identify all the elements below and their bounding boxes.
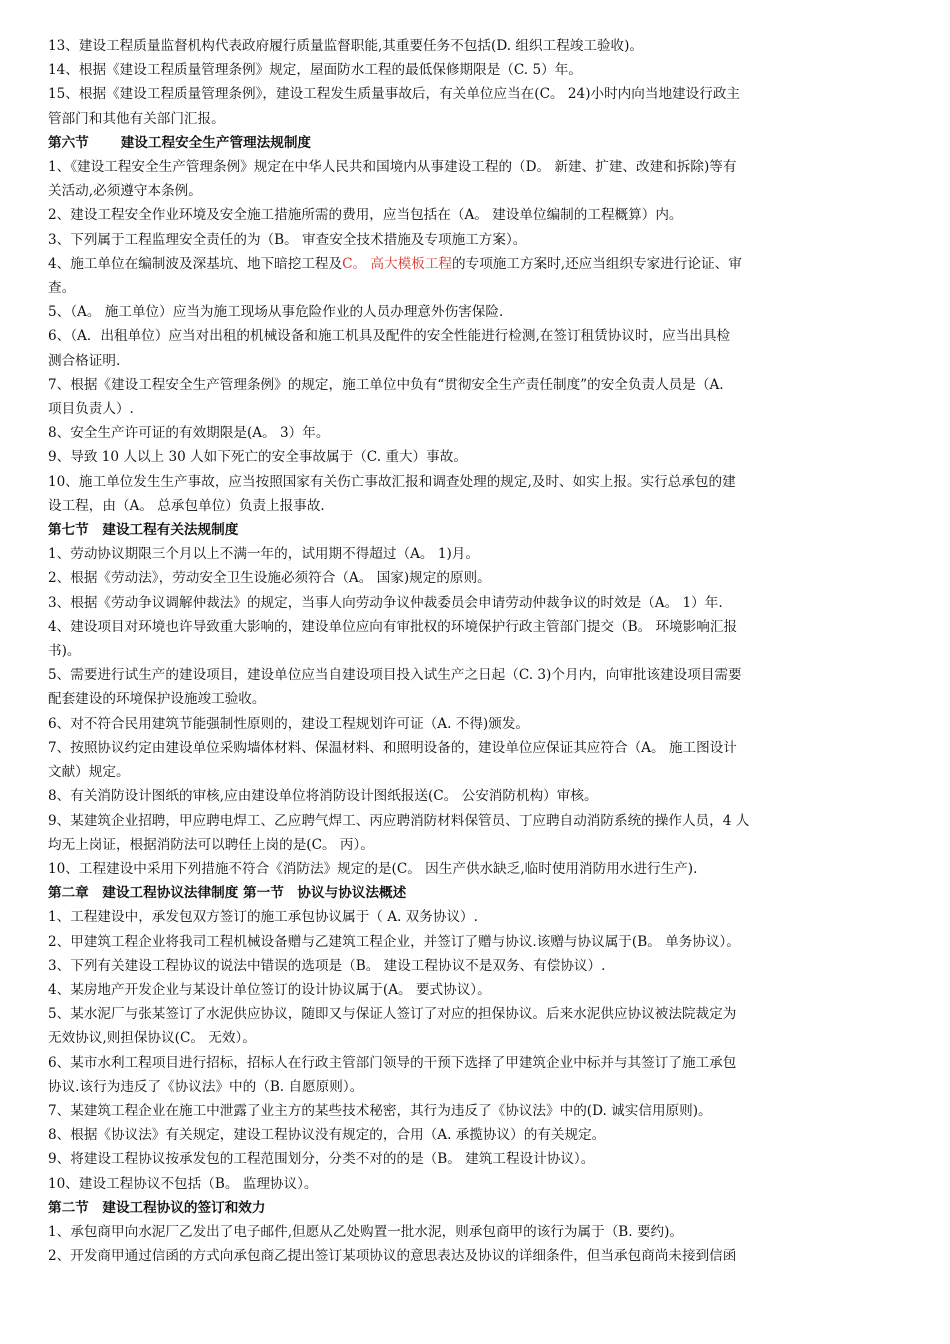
text-line [48, 566, 904, 590]
line-text-continued: 的专项施工方案时,还应当组织专家进行论证、审 [452, 255, 742, 272]
text-line [48, 833, 904, 857]
text-line [48, 179, 904, 203]
text-line [48, 760, 904, 784]
line-text: 管部门和其他有关部门汇报。 [48, 110, 225, 127]
text-line [48, 470, 904, 494]
line-text: 2、根据《劳动法》，劳动安全卫生设施必须符合（A。 国家)规定的原则。 [48, 570, 491, 587]
text-line [48, 591, 904, 615]
text-line [48, 1075, 904, 1099]
line-text: 8、根据《协议法》有关规定，建设工程协议没有规定的，合用（A. 承揽协议）的有关规定。 [48, 1127, 606, 1144]
line-text: 14、根据《建设工程质量管理条例》规定，屋面防水工程的最低保修期限是（C. 5）年。 [48, 62, 582, 79]
section-heading [48, 131, 904, 155]
section-heading [48, 518, 904, 542]
line-text: 查。 [48, 280, 76, 297]
text-line [48, 107, 904, 131]
line-text: 测合格证明. [48, 352, 121, 369]
line-text: 5、需要进行试生产的建设项目，建设单位应当自建设项目投入试生产之日起（C. 3)个月内，向审批该建设项目需要 [48, 667, 742, 684]
line-text: 9、将建设工程协议按承发包的工程范围划分，分类不对的的是（B。 建筑工程设计协议）。 [48, 1151, 595, 1168]
line-text: 5、（A。 施工单位）应当为施工现场从事危险作业的人员办理意外伤害保险. [48, 304, 504, 321]
text-line [48, 905, 904, 929]
line-text: 9、某建筑企业招聘，甲应聘电焊工、乙应聘气焊工、丙应聘消防材料保管员、丁应聘自动消防系统的操作人员，4 人 [48, 812, 750, 829]
line-text: 书)。 [48, 643, 81, 660]
line-text: 5、某水泥厂与张某签订了水泥供应协议，随即又与保证人签订了对应的担保协议。后来水泥供应协议被法院裁定为 [48, 1006, 737, 1023]
text-line [48, 978, 904, 1002]
line-text: 2、建设工程安全作业环境及安全施工措施所需的费用，应当包括在（A。 建设单位编制的工程概算）内。 [48, 207, 683, 224]
text-line [48, 542, 904, 566]
line-text: 1、劳动协议期限三个月以上不满一年的，试用期不得超过（A。 1)月。 [48, 546, 479, 563]
line-text: 7、按照协议约定由建设单位采购墙体材料、保温材料、和照明设备的，建设单位应保证其应符合（A。 施工图设计 [48, 739, 737, 756]
line-text: 4、某房地产开发企业与某设计单位签订的设计协议属于(A。 要式协议）。 [48, 981, 491, 998]
text-line [48, 203, 904, 227]
text-line [48, 954, 904, 978]
section-heading [48, 1196, 904, 1220]
text-line [48, 736, 904, 760]
line-text: 关活动,必须遵守本条例。 [48, 183, 202, 200]
text-line [48, 1123, 904, 1147]
line-text: 第七节 建设工程有关法规制度 [48, 522, 239, 539]
line-text: 1、工程建设中，承发包双方签订的施工承包协议属于（ A. 双务协议）. [48, 909, 478, 926]
text-line [48, 373, 904, 397]
text-line [48, 784, 904, 808]
line-text: 13、建设工程质量监督机构代表政府履行质量监督职能,其重要任务不包括(D. 组织工程竣工验收)。 [48, 38, 644, 54]
text-line [48, 349, 904, 373]
line-text: 4、施工单位在编制波及深基坑、地下暗挖工程及 [48, 255, 343, 272]
line-text: 均无上岗证，根据消防法可以聘任上岗的是(C。 丙）。 [48, 836, 374, 853]
text-line [48, 663, 904, 687]
text-line [48, 300, 904, 324]
line-text: 第二节 建设工程协议的签订和效力 [48, 1199, 266, 1216]
highlighted-answer: C。 高大模板工程 [342, 255, 453, 272]
line-text: 协议.该行为违反了《协议法》中的（B. 自愿原则）。 [48, 1078, 364, 1095]
text-line [48, 34, 904, 58]
text-line [48, 58, 904, 82]
line-text: 6、（A．出租单位）应当对出租的机械设备和施工机具及配件的安全性能进行检测,在签订租赁协议时，应当出具检 [48, 328, 731, 345]
line-text: 设工程，由（A。 总承包单位）负责上报事故. [48, 497, 325, 514]
line-text: 3、根据《劳动争议调解仲裁法》的规定，当事人向劳动争议仲裁委员会申请劳动仲裁争议的时效是（A。 1）年. [48, 594, 723, 611]
text-line [48, 445, 904, 469]
line-text: 7、根据《建设工程安全生产管理条例》的规定，施工单位中负有“贯彻安全生产责任制度”的安全负责人员是（A. [48, 376, 724, 393]
text-line [48, 809, 904, 833]
text-line [48, 397, 904, 421]
section-heading [48, 881, 904, 905]
line-text: 8、安全生产许可证的有效期限是(A。 3）年。 [48, 425, 330, 442]
line-text: 9、导致 10 人以上 30 人如下死亡的安全事故属于（C. 重大）事故。 [48, 449, 467, 466]
line-text: 第六节 建设工程安全生产管理法规制度 [48, 134, 312, 151]
line-text: 2、开发商甲通过信函的方式向承包商乙提出签订某项协议的意思表达及协议的详细条件，但当承包商尚未接到信函 [48, 1248, 737, 1265]
text-line [48, 276, 904, 300]
text-line [48, 1172, 904, 1196]
text-line [48, 155, 904, 179]
text-line [48, 712, 904, 736]
line-text: 无效协议,则担保协议(C。 无效）。 [48, 1030, 256, 1047]
line-text: 3、下列属于工程监理安全责任的为（B。 审查安全技术措施及专项施工方案）。 [48, 231, 527, 248]
document-body [48, 34, 904, 1268]
line-text: 第二章 建设工程协议法律制度 第一节 协议与协议法概述 [48, 885, 407, 902]
line-text: 1、《建设工程安全生产管理条例》规定在中华人民共和国境内从事建设工程的（D。 新建、扩建、改建和拆除)等有 [48, 159, 737, 176]
line-text: 10、工程建设中采用下列措施不符合《消防法》规定的是(C。 因生产供水缺乏,临时使用消防用水进行生产). [48, 860, 698, 877]
line-text: 1、承包商甲向水泥厂乙发出了电子邮件,但愿从乙处购置一批水泥，则承包商甲的该行为属于（B. 要约)。 [48, 1223, 684, 1240]
text-line [48, 494, 904, 518]
text-line [48, 930, 904, 954]
text-line [48, 1026, 904, 1050]
text-line [48, 82, 904, 106]
text-line [48, 615, 904, 639]
text-line [48, 1002, 904, 1026]
text-line [48, 228, 904, 252]
line-text: 8、有关消防设计图纸的审核,应由建设单位将消防设计图纸报送(C。 公安消防机构）审核。 [48, 788, 598, 805]
line-text: 6、某市水利工程项目进行招标，招标人在行政主管部门领导的干预下选择了甲建筑企业中标并与其签订了施工承包 [48, 1054, 737, 1071]
line-text: 6、对不符合民用建筑节能强制性原则的，建设工程规划许可证（A. 不得)颁发。 [48, 715, 530, 732]
text-line [48, 639, 904, 663]
text-line [48, 687, 904, 711]
line-text: 3、下列有关建设工程协议的说法中错误的选项是（B。 建设工程协议不是双务、有偿协议）. [48, 957, 606, 974]
text-line [48, 1051, 904, 1075]
text-line [48, 324, 904, 348]
line-text: 文献）规定。 [48, 764, 130, 781]
line-text: 4、建设项目对环境也许导致重大影响的，建设单位应向有审批权的环境保护行政主管部门提交（B。 环境影响汇报 [48, 618, 738, 635]
line-text: 15、根据《建设工程质量管理条例》，建设工程发生质量事故后，有关单位应当在(C。 24)小时内向当地建设行政主 [48, 86, 741, 103]
line-text: 项目负责人）. [48, 401, 134, 418]
line-text: 10、建设工程协议不包括（B。 监理协议）。 [48, 1175, 318, 1192]
text-line [48, 1147, 904, 1171]
line-text: 7、某建筑工程企业在施工中泄露了业主方的某些技术秘密，其行为违反了《协议法》中的(D. 诚实信用原则)。 [48, 1102, 712, 1119]
text-line [48, 421, 904, 445]
line-text: 10、施工单位发生生产事故，应当按照国家有关伤亡事故汇报和调查处理的规定,及时、如实上报。实行总承包的建 [48, 473, 736, 490]
text-line [48, 1244, 904, 1268]
text-line [48, 252, 904, 276]
text-line [48, 1220, 904, 1244]
line-text: 配套建设的环境保护设施竣工验收。 [48, 691, 266, 708]
text-line [48, 1099, 904, 1123]
line-text: 2、甲建筑工程企业将我司工程机械设备赠与乙建筑工程企业，并签订了赠与协议.该赠与协议属于(B。 单务协议）。 [48, 933, 740, 950]
text-line [48, 857, 904, 881]
